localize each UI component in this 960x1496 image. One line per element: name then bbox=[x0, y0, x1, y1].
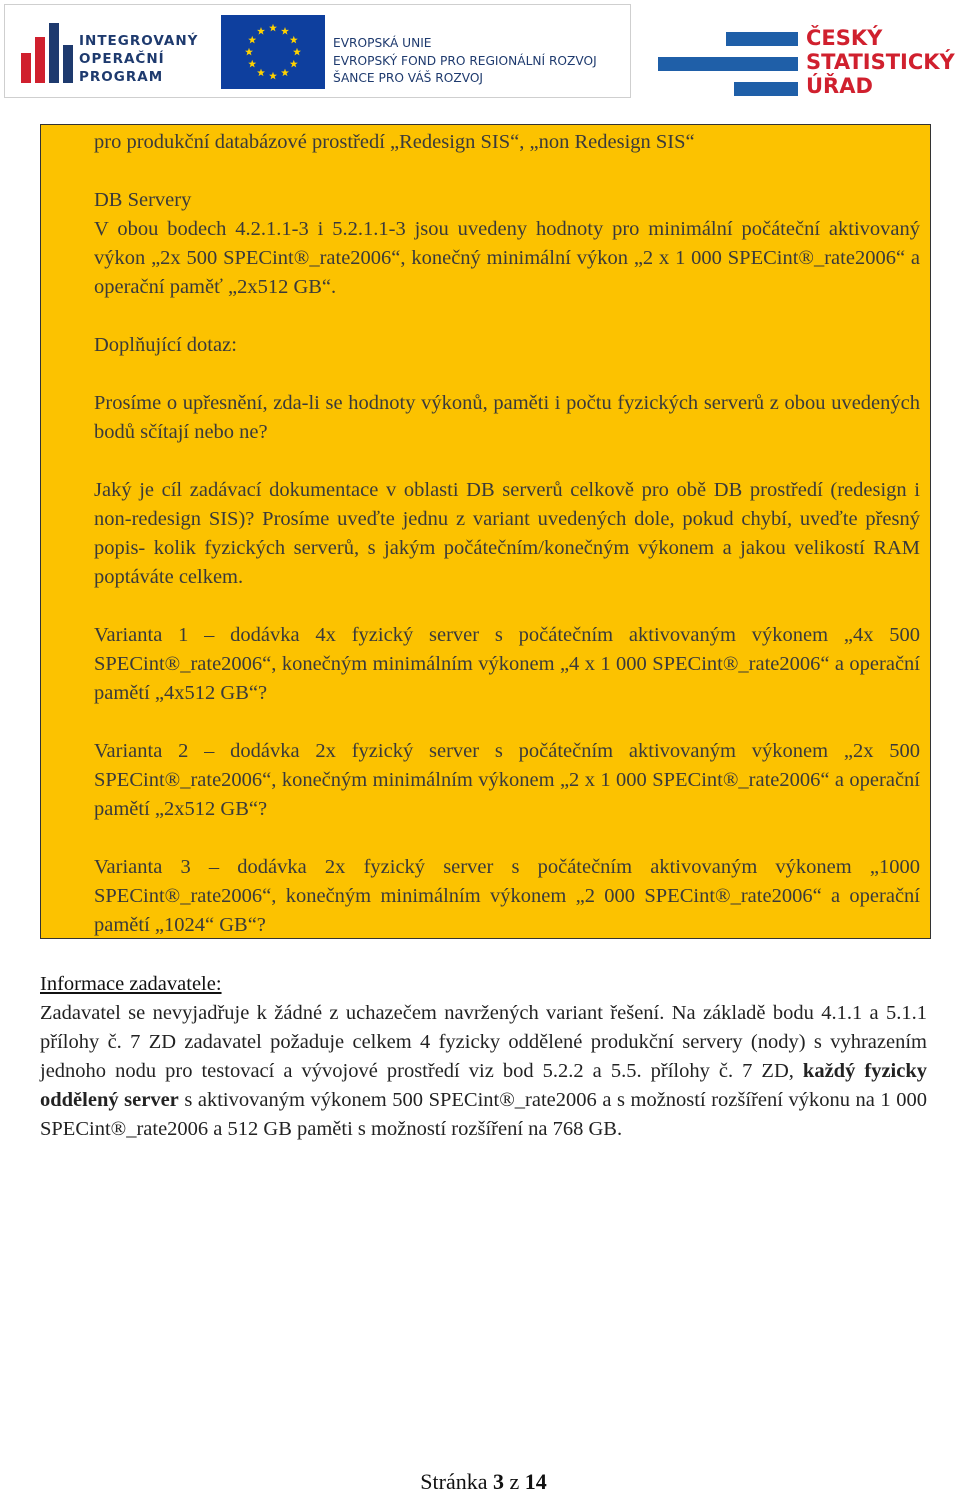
question-variant-1: Varianta 1 – dodávka 4x fyzický server s počátečním aktivovaným výkonem „4x 500 SPECint®_rate2006“, konečným minimálním výkonem „4 x 1 000 SPECint®_rate2006“ a operační pamětí „4x512 GB“? bbox=[94, 624, 920, 704]
page-number bbox=[0, 1468, 960, 1496]
page-of-label: z bbox=[509, 1469, 520, 1494]
csu-logo-bars-icon bbox=[658, 32, 798, 98]
page-current: 3 bbox=[492, 1469, 504, 1494]
question-context: V obou bodech 4.2.1.1-3 i 5.2.1.1-3 jsou uvedeny hodnoty pro minimální počáteční aktivovaný výkon „2x 500 SPECint®_rate2006“, konečný minimální výkon „2 x 1 000 SPECint®_rate2006“ a operační paměť „2x512 GB“. bbox=[94, 218, 920, 298]
question-text: Jaký je cíl zadávací dokumentace v oblasti DB serverů celkově pro obě DB prostředí (redesign i non-redesign SIS)? Prosíme uveďte jednu z variant uvedených dole, pokud chybí, uveďte přesný popis- kolik fyzických serverů, s jakým počátečním/konečným výkonem a jakou velikostí RAM poptáváte celkem. bbox=[94, 479, 920, 588]
question-variant-3: Varianta 3 – dodávka 2x fyzický server s počátečním aktivovaným výkonem „1000 SPECint®_rate2006“, konečným minimálním výkonem „2 000 SPECint®_rate2006“ a operační pamětí „1024“ GB“? bbox=[94, 856, 920, 936]
answer-body bbox=[40, 999, 927, 1144]
question-text: Prosíme o upřesnění, zda-li se hodnoty výkonů, paměti i počtu fyzických serverů z obou uvedených bodů sčítají nebo ne? bbox=[94, 392, 920, 443]
eu-line: ŠANCE PRO VÁŠ ROZVOJ bbox=[333, 71, 484, 85]
question-box bbox=[40, 124, 931, 939]
answer-text: Zadavatel se nevyjadřuje k žádné z uchazečem navržených variant řešení. Na základě bodu 4.1.1 a 5.1.1 přílohy č. 7 ZD zadavatel požaduje celkem 4 fyzicky oddělené produkční servery (nody) s vyhrazením jednoho nodu pro testovací a vývojové prostředí viz bod 5.2.2 a 5.5. přílohy č. 7 ZD, bbox=[40, 1002, 927, 1082]
iop-logo-text bbox=[79, 32, 198, 86]
question-intro: pro produkční databázové prostředí „Redesign SIS“, „non Redesign SIS“ bbox=[94, 131, 695, 153]
page-total: 14 bbox=[524, 1469, 547, 1494]
iop-line: OPERAČNÍ bbox=[79, 51, 165, 67]
answer-text: s aktivovaným výkonem 500 SPECint®_rate2006 a s možností rozšíření výkonu na 1 000 SPECint®_rate2006 a 512 GB paměti s možností rozšíření na 768 GB. bbox=[40, 1089, 927, 1140]
answer-emphasis: každý fyzicky oddělený server bbox=[40, 1060, 927, 1111]
eu-flag-icon bbox=[221, 15, 325, 89]
eu-logo-text bbox=[333, 35, 597, 88]
iop-line: INTEGROVANÝ bbox=[79, 33, 199, 49]
eu-line: EVROPSKÝ FOND PRO REGIONÁLNÍ ROZVOJ bbox=[333, 53, 597, 68]
funding-logos bbox=[4, 4, 631, 98]
eu-line: EVROPSKÁ UNIE bbox=[333, 36, 432, 50]
question-subheading: Doplňující dotaz: bbox=[94, 334, 237, 356]
csu-line: ČESKÝ bbox=[806, 26, 883, 50]
answer-heading: Informace zadavatele: bbox=[40, 973, 222, 995]
csu-logo-text bbox=[806, 26, 955, 98]
csu-line: STATISTICKÝ bbox=[806, 50, 955, 74]
question-topic: DB Servery bbox=[94, 189, 192, 211]
question-variant-2: Varianta 2 – dodávka 2x fyzický server s počátečním aktivovaným výkonem „2x 500 SPECint®_rate2006“, konečným minimálním výkonem „2 x 1 000 SPECint®_rate2006“ a operační pamětí „2x512 GB“? bbox=[94, 740, 920, 820]
iop-line: PROGRAM bbox=[79, 69, 164, 85]
csu-line: ÚŘAD bbox=[806, 74, 873, 98]
page-label: Stránka bbox=[420, 1469, 488, 1494]
iop-logo-bars-icon bbox=[21, 23, 73, 83]
